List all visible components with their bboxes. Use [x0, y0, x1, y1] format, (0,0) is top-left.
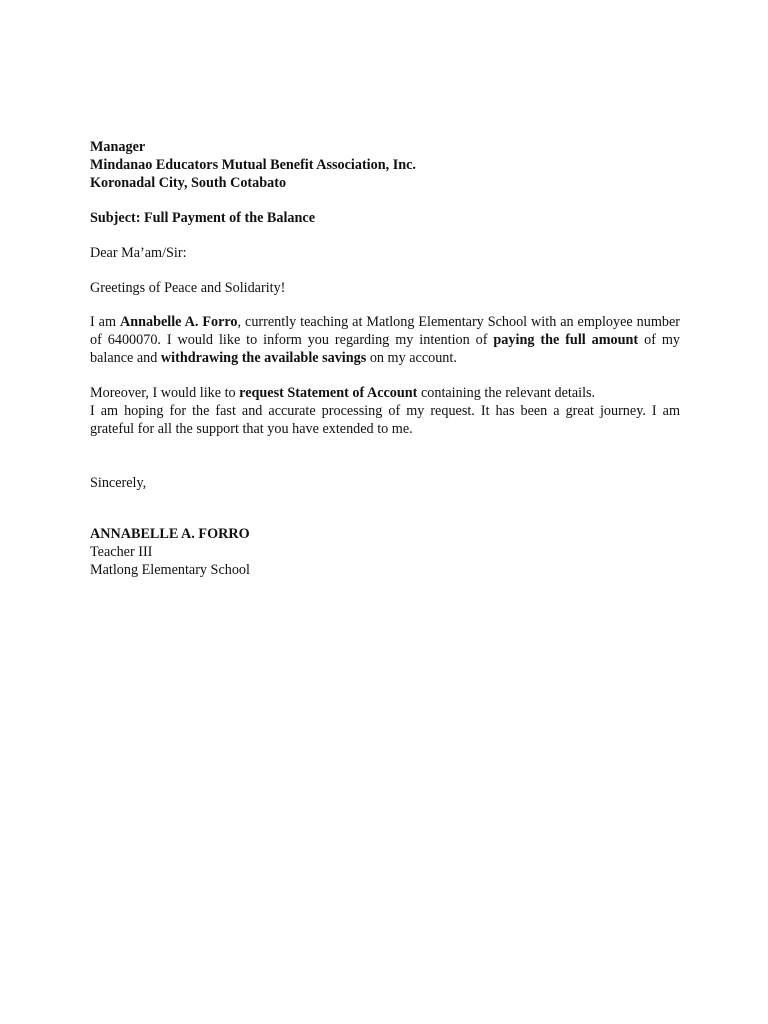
- body-paragraph-2: [90, 384, 680, 402]
- recipient-title: Manager: [90, 139, 146, 155]
- p1-name: Annabelle A. Forro: [119, 314, 238, 330]
- signature-name: ANNABELLE A. FORRO: [90, 526, 250, 542]
- p2-bold-1: request Statement of Account: [239, 385, 418, 401]
- salutation: Dear Ma’am/Sir:: [90, 245, 187, 261]
- p1-bold-1: paying the full amount: [493, 332, 639, 348]
- p1-text-3: of my balance and: [90, 332, 680, 366]
- subject-line: Subject: Full Payment of the Balance: [90, 210, 316, 226]
- p1-text-1: I am: [90, 314, 120, 330]
- body-paragraph-3: I am hoping for the fast and accurate processing of my request. It has been a great journey. I am grateful for all the support that you have extended to me.: [90, 403, 680, 437]
- p1-text-2: , currently teaching at Matlong Elementary School with an employee number of 6400070. I would like to inform you regarding my intention of: [90, 314, 680, 348]
- letter-page: [90, 138, 680, 579]
- closing: Sincerely,: [90, 475, 147, 491]
- signature-block: [90, 525, 680, 579]
- p1-text-4: on my account.: [366, 350, 457, 366]
- p2-text-1: Moreover, I would like to: [90, 385, 240, 401]
- p1-bold-2: withdrawing the available savings: [160, 350, 367, 366]
- signature-school: Matlong Elementary School: [90, 562, 250, 578]
- signature-position: Teacher III: [90, 544, 153, 560]
- recipient-block: [90, 138, 680, 192]
- p2-text-2: containing the relevant details.: [417, 385, 596, 401]
- greeting: Greetings of Peace and Solidarity!: [90, 280, 286, 296]
- body-paragraph-1: [90, 313, 680, 367]
- recipient-organization: Mindanao Educators Mutual Benefit Association, Inc.: [90, 157, 416, 173]
- recipient-address: Koronadal City, South Cotabato: [90, 175, 287, 191]
